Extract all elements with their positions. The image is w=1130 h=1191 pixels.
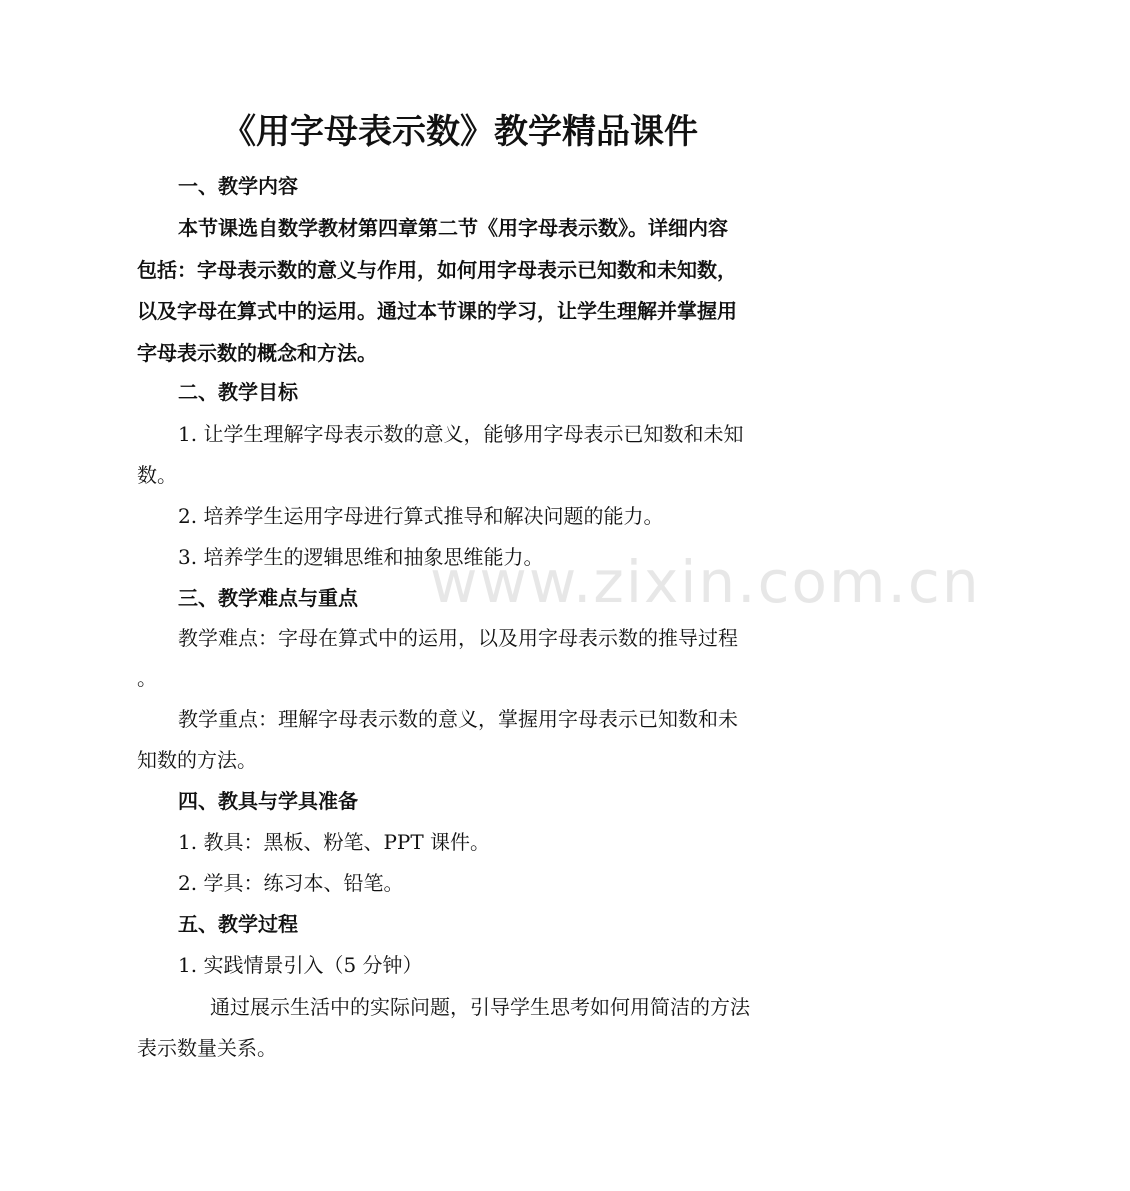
paragraph-line: 包括：字母表示数的意义与作用，如何用字母表示已知数和未知数， (137, 258, 737, 282)
paragraph-line: 字母表示数的概念和方法。 (137, 341, 377, 365)
list-item: 2. 培养学生运用字母进行算式推导和解决问题的能力。 (178, 504, 664, 528)
list-item: 1. 让学生理解字母表示数的意义，能够用字母表示已知数和未知 (178, 422, 744, 446)
list-item: 1. 实践情景引入（5 分钟） (178, 953, 423, 977)
paragraph-line: 以及字母在算式中的运用。通过本节课的学习，让学生理解并掌握用 (137, 299, 737, 323)
paragraph-line: 表示数量关系。 (137, 1036, 277, 1060)
paragraph-line: 知数的方法。 (137, 748, 257, 772)
section-heading-1: 一、教学内容 (178, 174, 298, 198)
section-heading-5: 五、教学过程 (178, 912, 298, 936)
paragraph-line: 教学难点：字母在算式中的运用，以及用字母表示数的推导过程 (178, 626, 738, 650)
section-heading-2: 二、教学目标 (178, 380, 298, 404)
paragraph-line: 本节课选自数学教材第四章第二节《用字母表示数》。详细内容 (178, 216, 728, 240)
section-heading-4: 四、教具与学具准备 (178, 789, 358, 813)
paragraph-line: 。 (137, 666, 157, 690)
list-item: 3. 培养学生的逻辑思维和抽象思维能力。 (178, 545, 544, 569)
list-item: 1. 教具：黑板、粉笔、PPT 课件。 (178, 830, 491, 854)
paragraph-line: 教学重点：理解字母表示数的意义，掌握用字母表示已知数和未 (178, 707, 738, 731)
section-heading-3: 三、教学难点与重点 (178, 586, 358, 610)
watermark: www.zixin.com.cn (430, 548, 981, 616)
list-item-continuation: 数。 (137, 463, 177, 487)
document-title: 《用字母表示数》教学精品课件 (222, 112, 698, 152)
list-item: 2. 学具：练习本、铅笔。 (178, 871, 404, 895)
paragraph-line: 通过展示生活中的实际问题，引导学生思考如何用简洁的方法 (210, 995, 750, 1019)
